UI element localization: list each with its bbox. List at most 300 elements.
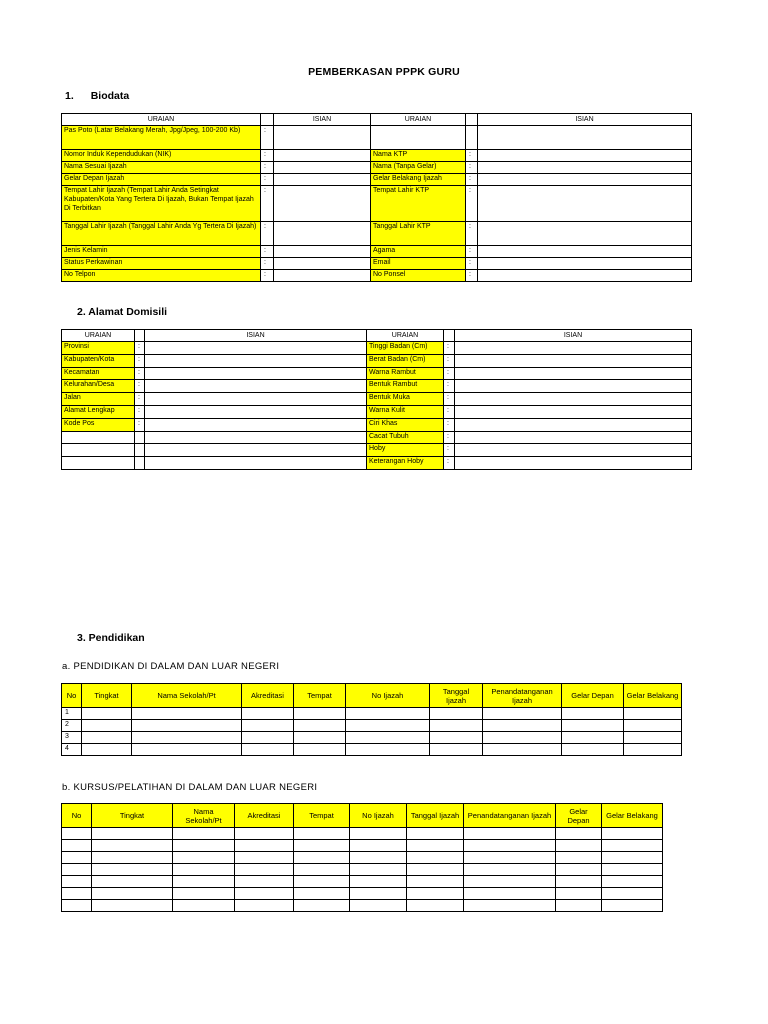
colon-separator bbox=[135, 457, 145, 470]
field-label-2: Keterangan Hoby bbox=[367, 457, 444, 470]
alamat-row bbox=[62, 457, 692, 470]
table-cell[interactable] bbox=[350, 888, 407, 900]
field-value-2[interactable] bbox=[455, 393, 692, 406]
colon-separator-2: : bbox=[466, 222, 478, 246]
table-cell[interactable] bbox=[82, 708, 132, 720]
colon-separator: : bbox=[261, 270, 274, 282]
table-cell[interactable] bbox=[294, 744, 346, 756]
kursus-header-row bbox=[62, 804, 663, 828]
field-label: Provinsi bbox=[62, 342, 135, 355]
biodata-row bbox=[62, 150, 692, 162]
biodata-row bbox=[62, 186, 692, 222]
table-row bbox=[62, 708, 682, 720]
table-cell[interactable] bbox=[556, 828, 602, 840]
table-cell[interactable] bbox=[132, 720, 242, 732]
table-cell[interactable] bbox=[407, 888, 464, 900]
table-cell[interactable] bbox=[430, 708, 483, 720]
field-value[interactable] bbox=[274, 258, 371, 270]
table-cell[interactable] bbox=[350, 840, 407, 852]
field-label: Nomor Induk Kependudukan (NIK) bbox=[62, 150, 261, 162]
row-number: 3 bbox=[62, 732, 82, 744]
section-number: 1. bbox=[65, 90, 74, 102]
field-label: Nama Sesuai Ijazah bbox=[62, 162, 261, 174]
table-cell[interactable] bbox=[173, 840, 235, 852]
field-value[interactable] bbox=[145, 367, 367, 380]
alamat-row bbox=[62, 405, 692, 418]
colon-separator-2: : bbox=[466, 162, 478, 174]
field-label-2: Agama bbox=[371, 246, 466, 258]
field-label bbox=[62, 431, 135, 444]
column-header: Tingkat bbox=[92, 804, 173, 828]
field-value[interactable] bbox=[145, 354, 367, 367]
alamat-row bbox=[62, 342, 692, 355]
field-label-2: Hoby bbox=[367, 444, 444, 457]
colon-separator: : bbox=[261, 246, 274, 258]
table-row bbox=[62, 888, 663, 900]
field-value-2[interactable] bbox=[478, 222, 692, 246]
colon-separator: : bbox=[135, 367, 145, 380]
column-header: Gelar Depan bbox=[562, 684, 624, 708]
table-cell[interactable] bbox=[346, 744, 430, 756]
table-cell[interactable] bbox=[624, 708, 682, 720]
table-cell[interactable] bbox=[602, 828, 663, 840]
biodata-row bbox=[62, 126, 692, 150]
field-label: Kode Pos bbox=[62, 418, 135, 431]
table-cell[interactable] bbox=[483, 744, 562, 756]
field-label-2 bbox=[371, 126, 466, 150]
table-cell[interactable] bbox=[464, 888, 556, 900]
table-cell[interactable] bbox=[92, 900, 173, 912]
field-value[interactable] bbox=[274, 162, 371, 174]
field-value[interactable] bbox=[145, 418, 367, 431]
colon-separator-2: : bbox=[444, 418, 455, 431]
field-label-2: Tanggal Lahir KTP bbox=[371, 222, 466, 246]
table-cell[interactable] bbox=[346, 720, 430, 732]
field-label: Jenis Kelamin bbox=[62, 246, 261, 258]
section-pendidikan-heading: 3. Pendidikan bbox=[77, 632, 145, 644]
biodata-row bbox=[62, 162, 692, 174]
field-label-2: Email bbox=[371, 258, 466, 270]
field-label: Tempat Lahir Ijazah (Tempat Lahir Anda Setingkat Kabupaten/Kota Yang Tertera Di Ijazah, Bukan Tempat Ijazah Di Terbitkan bbox=[62, 186, 261, 222]
column-header: No Ijazah bbox=[350, 804, 407, 828]
field-label: Kecamatan bbox=[62, 367, 135, 380]
row-number: 1 bbox=[62, 708, 82, 720]
biodata-row bbox=[62, 258, 692, 270]
table-cell[interactable] bbox=[294, 888, 350, 900]
subsection-b-heading: b. KURSUS/PELATIHAN DI DALAM DAN LUAR NEGERI bbox=[62, 782, 318, 793]
colon-separator-2: : bbox=[444, 444, 455, 457]
table-cell[interactable] bbox=[132, 708, 242, 720]
colon-separator-2: : bbox=[444, 354, 455, 367]
field-value[interactable] bbox=[145, 457, 367, 470]
table-cell[interactable] bbox=[92, 828, 173, 840]
table-cell[interactable] bbox=[407, 852, 464, 864]
field-value[interactable] bbox=[274, 246, 371, 258]
table-cell[interactable] bbox=[562, 732, 624, 744]
column-header: No bbox=[62, 684, 82, 708]
table-cell[interactable] bbox=[483, 708, 562, 720]
table-cell[interactable] bbox=[294, 828, 350, 840]
field-value[interactable] bbox=[274, 126, 371, 150]
table-cell[interactable] bbox=[602, 840, 663, 852]
table-cell[interactable] bbox=[62, 840, 92, 852]
table-cell[interactable] bbox=[92, 864, 173, 876]
column-header: No Ijazah bbox=[346, 684, 430, 708]
pendidikan-table bbox=[61, 683, 682, 756]
table-cell[interactable] bbox=[132, 744, 242, 756]
table-cell[interactable] bbox=[173, 864, 235, 876]
colon-separator: : bbox=[261, 126, 274, 150]
table-row bbox=[62, 840, 663, 852]
table-cell[interactable] bbox=[407, 900, 464, 912]
table-cell[interactable] bbox=[602, 900, 663, 912]
section-title: Biodata bbox=[90, 90, 130, 102]
colon-separator-2: : bbox=[444, 393, 455, 406]
table-cell[interactable] bbox=[556, 900, 602, 912]
table-cell[interactable] bbox=[92, 876, 173, 888]
table-cell[interactable] bbox=[556, 840, 602, 852]
colon-separator-2: : bbox=[466, 258, 478, 270]
table-cell[interactable] bbox=[92, 840, 173, 852]
field-value-2[interactable] bbox=[478, 162, 692, 174]
field-value-2[interactable] bbox=[455, 444, 692, 457]
table-cell[interactable] bbox=[464, 900, 556, 912]
field-label-2: Warna Rambut bbox=[367, 367, 444, 380]
field-label-2: Nama (Tanpa Gelar) bbox=[371, 162, 466, 174]
subsection-a-heading: a. PENDIDIKAN DI DALAM DAN LUAR NEGERI bbox=[62, 661, 280, 672]
field-label-2: No Ponsel bbox=[371, 270, 466, 282]
table-cell[interactable] bbox=[556, 852, 602, 864]
table-cell[interactable] bbox=[132, 732, 242, 744]
table-cell[interactable] bbox=[294, 900, 350, 912]
table-cell[interactable] bbox=[173, 876, 235, 888]
field-label-2: Bentuk Rambut bbox=[367, 380, 444, 393]
table-cell[interactable] bbox=[407, 828, 464, 840]
table-cell[interactable] bbox=[62, 864, 92, 876]
colon-separator: : bbox=[261, 162, 274, 174]
field-label: No Telpon bbox=[62, 270, 261, 282]
table-cell[interactable] bbox=[562, 708, 624, 720]
alamat-table bbox=[61, 329, 692, 470]
kursus-table bbox=[61, 803, 663, 912]
header-spacer-2 bbox=[466, 114, 478, 126]
table-cell[interactable] bbox=[350, 876, 407, 888]
field-value-2[interactable] bbox=[455, 380, 692, 393]
table-cell[interactable] bbox=[294, 852, 350, 864]
colon-separator-2 bbox=[466, 126, 478, 150]
alamat-row bbox=[62, 380, 692, 393]
field-value-2[interactable] bbox=[478, 270, 692, 282]
table-cell[interactable] bbox=[464, 840, 556, 852]
column-header: Tanggal Ijazah bbox=[430, 684, 483, 708]
field-label-2: Tinggi Badan (Cm) bbox=[367, 342, 444, 355]
field-value-2[interactable] bbox=[478, 174, 692, 186]
table-cell[interactable] bbox=[350, 900, 407, 912]
table-cell[interactable] bbox=[350, 864, 407, 876]
field-label-2: Cacat Tubuh bbox=[367, 431, 444, 444]
table-cell[interactable] bbox=[92, 888, 173, 900]
field-label-2: Tempat Lahir KTP bbox=[371, 186, 466, 222]
colon-separator: : bbox=[261, 174, 274, 186]
field-value[interactable] bbox=[274, 174, 371, 186]
table-cell[interactable] bbox=[407, 876, 464, 888]
field-value[interactable] bbox=[274, 270, 371, 282]
alamat-row bbox=[62, 393, 692, 406]
table-cell[interactable] bbox=[624, 744, 682, 756]
alamat-row bbox=[62, 367, 692, 380]
table-cell[interactable] bbox=[62, 828, 92, 840]
colon-separator: : bbox=[261, 150, 274, 162]
field-value-2[interactable] bbox=[478, 126, 692, 150]
colon-separator-2: : bbox=[466, 150, 478, 162]
table-cell[interactable] bbox=[173, 888, 235, 900]
table-cell[interactable] bbox=[624, 720, 682, 732]
table-cell[interactable] bbox=[62, 876, 92, 888]
colon-separator: : bbox=[261, 186, 274, 222]
table-row bbox=[62, 744, 682, 756]
table-row bbox=[62, 864, 663, 876]
field-value[interactable] bbox=[145, 444, 367, 457]
table-cell[interactable] bbox=[464, 828, 556, 840]
table-cell[interactable] bbox=[173, 852, 235, 864]
table-cell[interactable] bbox=[350, 828, 407, 840]
table-cell[interactable] bbox=[483, 720, 562, 732]
table-cell[interactable] bbox=[294, 876, 350, 888]
table-row bbox=[62, 900, 663, 912]
colon-separator-2: : bbox=[444, 380, 455, 393]
column-header: Tempat bbox=[294, 684, 346, 708]
table-row bbox=[62, 852, 663, 864]
table-cell[interactable] bbox=[407, 840, 464, 852]
colon-separator-2: : bbox=[444, 457, 455, 470]
column-header: No bbox=[62, 804, 92, 828]
header-spacer bbox=[261, 114, 274, 126]
header-isian: ISIAN bbox=[274, 114, 371, 126]
table-cell[interactable] bbox=[235, 840, 294, 852]
table-cell[interactable] bbox=[235, 876, 294, 888]
table-cell[interactable] bbox=[294, 732, 346, 744]
column-header: Gelar Depan bbox=[556, 804, 602, 828]
alamat-header-row bbox=[62, 330, 692, 342]
table-cell[interactable] bbox=[82, 720, 132, 732]
table-cell[interactable] bbox=[235, 888, 294, 900]
table-cell[interactable] bbox=[242, 744, 294, 756]
alamat-row bbox=[62, 418, 692, 431]
field-label: Tanggal Lahir Ijazah (Tanggal Lahir Anda Yg Tertera Di Ijazah) bbox=[62, 222, 261, 246]
colon-separator bbox=[135, 431, 145, 444]
colon-separator-2: : bbox=[466, 246, 478, 258]
field-value-2[interactable] bbox=[455, 431, 692, 444]
colon-separator-2: : bbox=[444, 431, 455, 444]
table-cell[interactable] bbox=[235, 864, 294, 876]
table-cell[interactable] bbox=[602, 852, 663, 864]
table-cell[interactable] bbox=[602, 876, 663, 888]
field-label: Pas Poto (Latar Belakang Merah, Jpg/Jpeg, 100-200 Kb) bbox=[62, 126, 261, 150]
table-cell[interactable] bbox=[242, 708, 294, 720]
section-alamat-heading: 2. Alamat Domisili bbox=[77, 306, 168, 318]
header-isian: ISIAN bbox=[145, 330, 367, 342]
colon-separator-2: : bbox=[444, 367, 455, 380]
table-cell[interactable] bbox=[92, 852, 173, 864]
colon-separator-2: : bbox=[444, 405, 455, 418]
table-cell[interactable] bbox=[294, 840, 350, 852]
table-cell[interactable] bbox=[242, 720, 294, 732]
field-value[interactable] bbox=[274, 150, 371, 162]
table-cell[interactable] bbox=[62, 852, 92, 864]
column-header: Gelar Belakang bbox=[624, 684, 682, 708]
header-spacer bbox=[135, 330, 145, 342]
table-cell[interactable] bbox=[464, 864, 556, 876]
page-title: PEMBERKASAN PPPK GURU bbox=[308, 66, 460, 78]
field-value[interactable] bbox=[145, 405, 367, 418]
header-uraian: URAIAN bbox=[62, 114, 261, 126]
table-cell[interactable] bbox=[62, 888, 92, 900]
alamat-row bbox=[62, 431, 692, 444]
table-cell[interactable] bbox=[294, 708, 346, 720]
column-header: Nama Sekolah/Pt bbox=[132, 684, 242, 708]
field-label: Alamat Lengkap bbox=[62, 405, 135, 418]
column-header: Nama Sekolah/Pt bbox=[173, 804, 235, 828]
field-value-2[interactable] bbox=[455, 405, 692, 418]
field-label-2: Warna Kulit bbox=[367, 405, 444, 418]
table-cell[interactable] bbox=[235, 828, 294, 840]
colon-separator bbox=[135, 444, 145, 457]
table-cell[interactable] bbox=[562, 720, 624, 732]
header-uraian: URAIAN bbox=[62, 330, 135, 342]
table-cell[interactable] bbox=[556, 864, 602, 876]
field-value-2[interactable] bbox=[455, 367, 692, 380]
table-cell[interactable] bbox=[350, 852, 407, 864]
colon-separator: : bbox=[261, 222, 274, 246]
header-uraian-2: URAIAN bbox=[371, 114, 466, 126]
column-header: Tempat bbox=[294, 804, 350, 828]
colon-separator-2: : bbox=[466, 174, 478, 186]
field-value[interactable] bbox=[145, 342, 367, 355]
column-header: Tanggal Ijazah bbox=[407, 804, 464, 828]
field-label: Jalan bbox=[62, 393, 135, 406]
field-label: Status Perkawinan bbox=[62, 258, 261, 270]
biodata-header-row bbox=[62, 114, 692, 126]
table-cell[interactable] bbox=[407, 864, 464, 876]
table-cell[interactable] bbox=[464, 876, 556, 888]
column-header: Penandatanganan Ijazah bbox=[464, 804, 556, 828]
colon-separator: : bbox=[261, 258, 274, 270]
colon-separator: : bbox=[135, 342, 145, 355]
table-row bbox=[62, 876, 663, 888]
table-cell[interactable] bbox=[294, 720, 346, 732]
section-biodata-heading bbox=[65, 90, 129, 102]
colon-separator-2: : bbox=[466, 186, 478, 222]
table-cell[interactable] bbox=[82, 744, 132, 756]
field-label bbox=[62, 457, 135, 470]
field-label-2: Bentuk Muka bbox=[367, 393, 444, 406]
field-value-2[interactable] bbox=[478, 258, 692, 270]
field-value-2[interactable] bbox=[455, 418, 692, 431]
field-value-2[interactable] bbox=[478, 186, 692, 222]
header-isian-2: ISIAN bbox=[455, 330, 692, 342]
field-value[interactable] bbox=[274, 222, 371, 246]
biodata-table bbox=[61, 113, 692, 282]
row-number: 2 bbox=[62, 720, 82, 732]
table-cell[interactable] bbox=[430, 744, 483, 756]
table-cell[interactable] bbox=[483, 732, 562, 744]
table-cell[interactable] bbox=[346, 732, 430, 744]
field-value-2[interactable] bbox=[455, 354, 692, 367]
table-cell[interactable] bbox=[242, 732, 294, 744]
table-cell[interactable] bbox=[562, 744, 624, 756]
alamat-row bbox=[62, 444, 692, 457]
colon-separator: : bbox=[135, 380, 145, 393]
column-header: Akreditasi bbox=[242, 684, 294, 708]
table-cell[interactable] bbox=[464, 852, 556, 864]
biodata-row bbox=[62, 246, 692, 258]
header-spacer-2 bbox=[444, 330, 455, 342]
column-header: Penandatanganan Ijazah bbox=[483, 684, 562, 708]
biodata-row bbox=[62, 222, 692, 246]
table-cell[interactable] bbox=[173, 900, 235, 912]
table-cell[interactable] bbox=[62, 900, 92, 912]
colon-separator: : bbox=[135, 393, 145, 406]
colon-separator-2: : bbox=[466, 270, 478, 282]
table-cell[interactable] bbox=[624, 732, 682, 744]
field-value-2[interactable] bbox=[455, 457, 692, 470]
alamat-row bbox=[62, 354, 692, 367]
table-cell[interactable] bbox=[82, 732, 132, 744]
table-row bbox=[62, 720, 682, 732]
field-label-2: Berat Badan (Cm) bbox=[367, 354, 444, 367]
field-value[interactable] bbox=[145, 393, 367, 406]
header-isian-2: ISIAN bbox=[478, 114, 692, 126]
table-cell[interactable] bbox=[556, 876, 602, 888]
table-cell[interactable] bbox=[346, 708, 430, 720]
column-header: Gelar Belakang bbox=[602, 804, 663, 828]
table-cell[interactable] bbox=[235, 852, 294, 864]
colon-separator-2: : bbox=[444, 342, 455, 355]
field-value-2[interactable] bbox=[478, 150, 692, 162]
field-label bbox=[62, 444, 135, 457]
field-label-2: Nama KTP bbox=[371, 150, 466, 162]
field-label: Gelar Depan Ijazah bbox=[62, 174, 261, 186]
table-row bbox=[62, 732, 682, 744]
table-cell[interactable] bbox=[235, 900, 294, 912]
field-value[interactable] bbox=[274, 186, 371, 222]
field-label-2: Gelar Belakang Ijazah bbox=[371, 174, 466, 186]
table-cell[interactable] bbox=[430, 732, 483, 744]
field-value[interactable] bbox=[145, 380, 367, 393]
field-value[interactable] bbox=[145, 431, 367, 444]
field-value-2[interactable] bbox=[478, 246, 692, 258]
table-cell[interactable] bbox=[294, 864, 350, 876]
table-cell[interactable] bbox=[173, 828, 235, 840]
field-label: Kelurahan/Desa bbox=[62, 380, 135, 393]
column-header: Tingkat bbox=[82, 684, 132, 708]
column-header: Akreditasi bbox=[235, 804, 294, 828]
table-cell[interactable] bbox=[430, 720, 483, 732]
field-label: Kabupaten/Kota bbox=[62, 354, 135, 367]
table-row bbox=[62, 828, 663, 840]
header-uraian-2: URAIAN bbox=[367, 330, 444, 342]
field-label-2: Ciri Khas bbox=[367, 418, 444, 431]
colon-separator: : bbox=[135, 354, 145, 367]
pendidikan-header-row bbox=[62, 684, 682, 708]
colon-separator: : bbox=[135, 418, 145, 431]
table-cell[interactable] bbox=[556, 888, 602, 900]
biodata-row bbox=[62, 270, 692, 282]
table-cell[interactable] bbox=[602, 888, 663, 900]
colon-separator: : bbox=[135, 405, 145, 418]
field-value-2[interactable] bbox=[455, 342, 692, 355]
table-cell[interactable] bbox=[602, 864, 663, 876]
